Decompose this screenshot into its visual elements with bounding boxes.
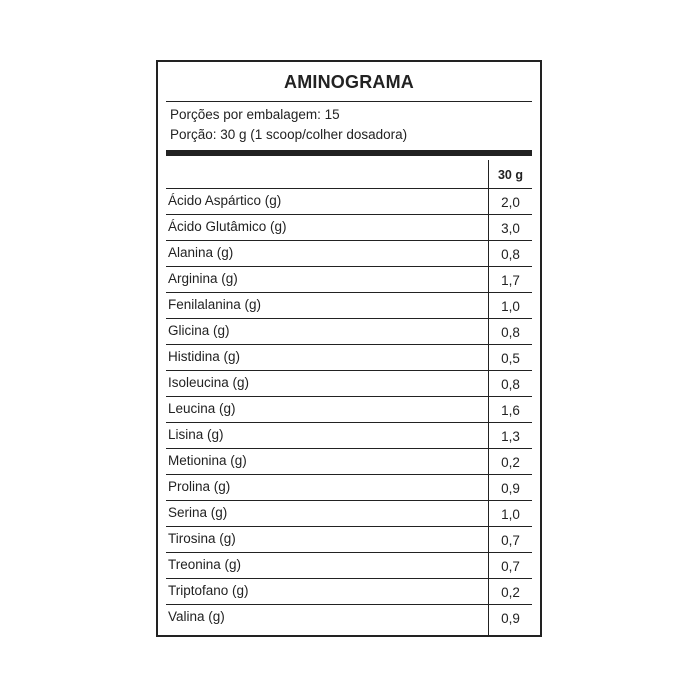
amino-name: Leucina (g) — [168, 401, 236, 416]
amino-value: 3,0 — [501, 221, 520, 236]
amino-name: Tirosina (g) — [168, 531, 236, 546]
amino-value: 0,7 — [501, 533, 520, 548]
amino-name: Metionina (g) — [168, 453, 247, 468]
thick-divider — [166, 150, 532, 156]
table-row — [166, 292, 532, 318]
panel-title: AMINOGRAMA — [284, 72, 414, 92]
table-row — [166, 578, 532, 604]
amino-name: Ácido Glutâmico (g) — [168, 219, 287, 234]
amino-value: 0,2 — [501, 455, 520, 470]
amino-name: Alanina (g) — [168, 245, 234, 260]
amino-name: Treonina (g) — [168, 557, 242, 572]
column-header-30g: 30 g — [497, 168, 523, 182]
table-row — [166, 526, 532, 552]
table-row — [166, 318, 532, 344]
portion-size: Porção: 30 g (1 scoop/colher dosadora) — [170, 127, 408, 142]
amino-value: 1,7 — [501, 273, 520, 288]
amino-value: 0,8 — [501, 377, 520, 392]
amino-name: Prolina (g) — [168, 479, 231, 494]
aminogram-panel — [156, 60, 542, 637]
table-row — [166, 266, 532, 292]
table-row — [166, 396, 532, 422]
amino-name: Valina (g) — [168, 609, 225, 624]
table-row — [166, 344, 532, 370]
amino-value: 1,6 — [501, 403, 520, 418]
table-row — [166, 188, 532, 214]
table-row — [166, 240, 532, 266]
title-divider — [166, 101, 532, 102]
amino-name: Arginina (g) — [168, 271, 238, 286]
table-row — [166, 422, 532, 448]
amino-name: Isoleucina (g) — [168, 375, 250, 390]
amino-value: 1,0 — [501, 507, 520, 522]
table-row — [166, 500, 532, 526]
amino-name: Serina (g) — [168, 505, 228, 520]
amino-table — [166, 188, 532, 630]
amino-name: Ácido Aspártico (g) — [168, 193, 282, 208]
amino-value: 1,3 — [501, 429, 520, 444]
table-row — [166, 214, 532, 240]
amino-value: 0,8 — [501, 247, 520, 262]
amino-name: Histidina (g) — [168, 349, 241, 364]
amino-value: 0,9 — [501, 611, 520, 626]
table-row — [166, 448, 532, 474]
amino-name: Glicina (g) — [168, 323, 230, 338]
amino-value: 0,2 — [501, 585, 520, 600]
table-row — [166, 604, 532, 630]
amino-value: 0,5 — [501, 351, 520, 366]
amino-name: Fenilalanina (g) — [168, 297, 262, 312]
amino-value: 0,9 — [501, 481, 520, 496]
amino-value: 1,0 — [501, 299, 520, 314]
table-row — [166, 370, 532, 396]
amino-value: 0,7 — [501, 559, 520, 574]
amino-value: 0,8 — [501, 325, 520, 340]
table-row — [166, 474, 532, 500]
portions-per-package: Porções por embalagem: 15 — [170, 107, 340, 122]
amino-value: 2,0 — [501, 195, 520, 210]
amino-name: Triptofano (g) — [168, 583, 249, 598]
table-row — [166, 552, 532, 578]
amino-name: Lisina (g) — [168, 427, 224, 442]
